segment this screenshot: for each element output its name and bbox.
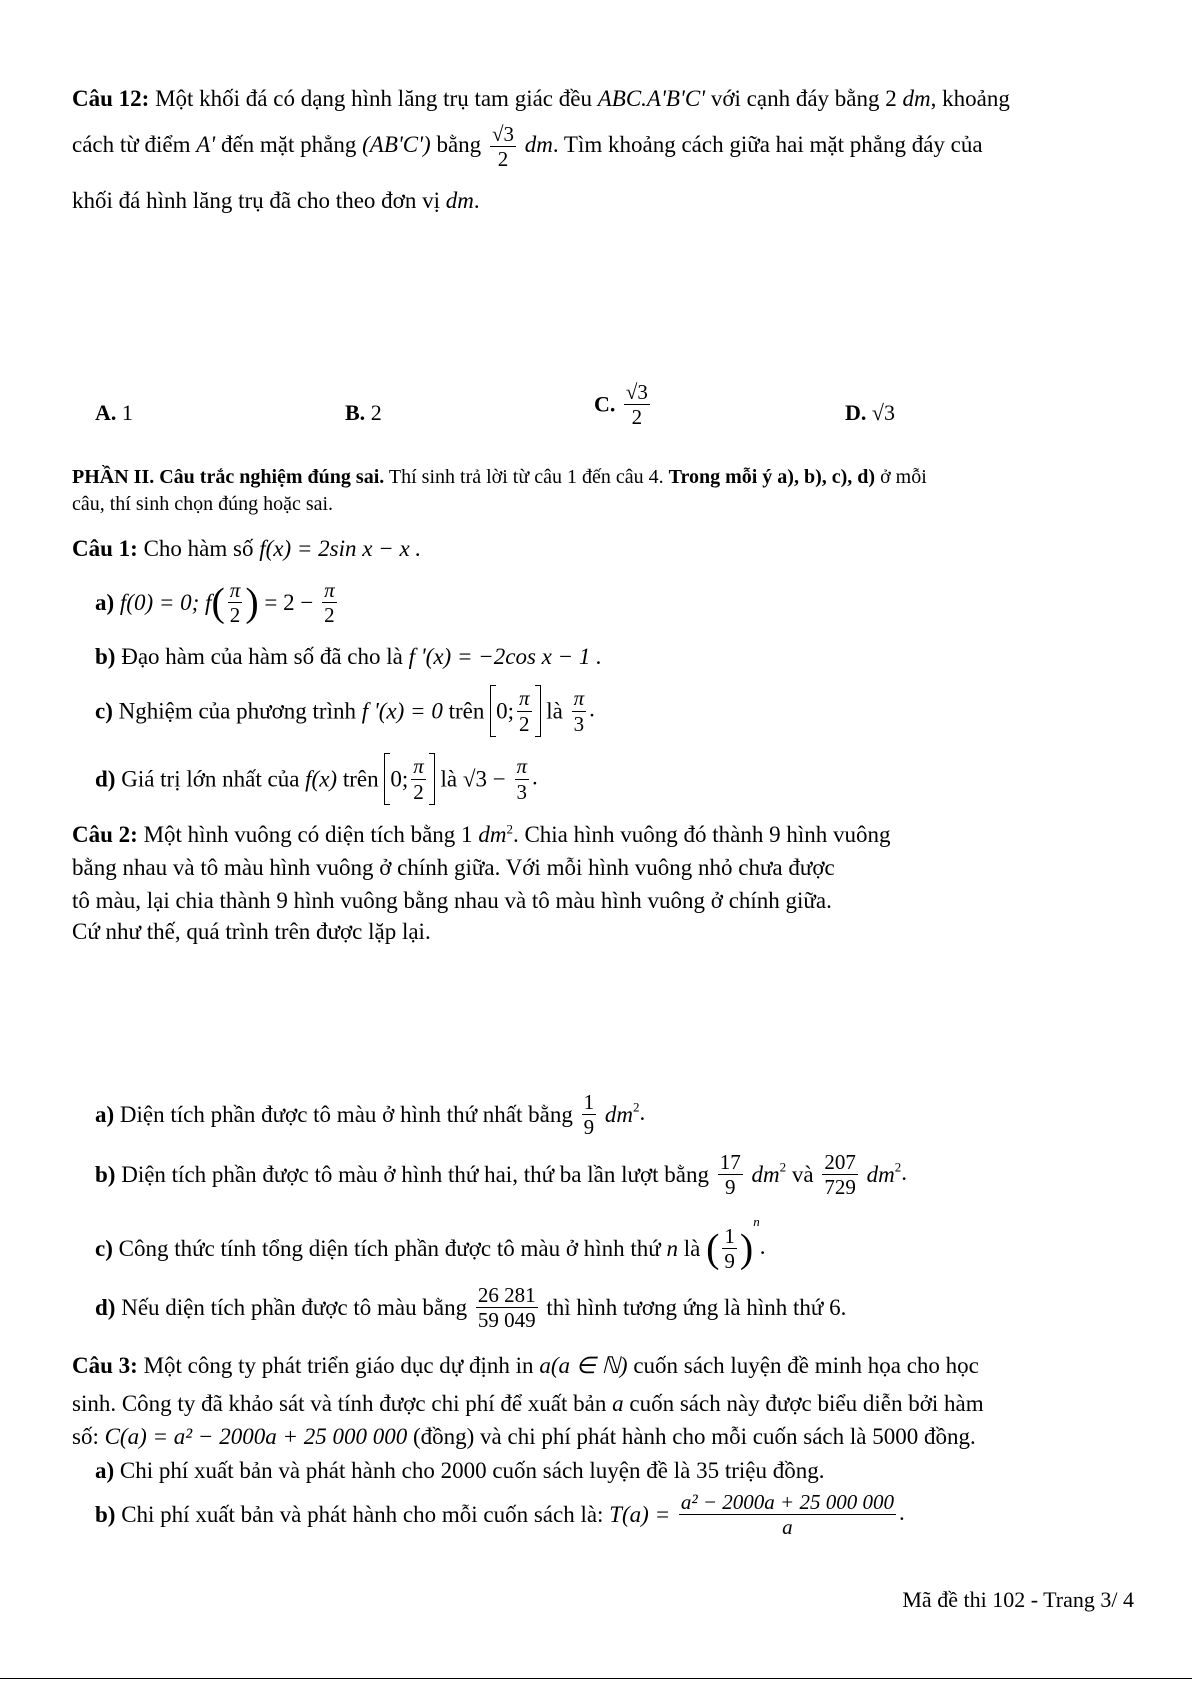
q12-point: A' xyxy=(196,131,216,157)
q1-d: d) Giá trị lớn nhất của f(x) trên 0; $\frac{\pi}{2}$ là √3 − $\frac{\pi}{3}$ . xyxy=(95,754,538,804)
page-footer: Mã đề thi 102 - Trang 3/ 4 xyxy=(902,1587,1134,1612)
q12-text-c: , khoảng xyxy=(930,86,1010,111)
q12-text-b: với cạnh đáy bằng 2 xyxy=(710,86,897,111)
q1-function: f(x) = 2sin x − x . xyxy=(259,536,422,561)
q12-line3-text: khối đá hình lăng trụ đã cho theo đơn vị xyxy=(72,188,440,213)
q12-line2 xyxy=(72,122,1130,171)
q12-plane: (AB'C') xyxy=(362,131,431,157)
q3-label: Câu 3: xyxy=(72,1353,138,1378)
q12-unit: dm xyxy=(902,86,931,111)
q1-c: c) Nghiệm của phương trình f '(x) = 0 trên 0; $\frac{\pi}{2}$ là $\frac{\pi}{3}$ . xyxy=(95,686,595,736)
q2-label: Câu 2: xyxy=(72,822,138,847)
option-a: A. 1 xyxy=(95,400,133,425)
q12-line2-a: cách từ điểm xyxy=(72,131,191,157)
q12-fraction: $\frac{√3}{2}$ xyxy=(491,122,514,172)
q2-d: d) Nếu diện tích phần được tô màu bằng $\frac{26 281}{59 049}$ thì hình tương ứng là hình thứ 6. xyxy=(95,1283,847,1333)
q3-line2: sinh. Công ty đã khảo sát và tính được chi phí để xuất bản a cuốn sách này được biểu diễn bởi hàm xyxy=(72,1391,984,1416)
q2-line1: Câu 2: Một hình vuông có diện tích bằng 1 $dm^2$. Chia hình vuông đó thành 9 hình vuông xyxy=(72,821,891,847)
q12-line2-c: bằng xyxy=(436,131,482,157)
q12-label: Câu 12: xyxy=(72,86,150,111)
part2-title: PHẦN II. Câu trắc nghiệm đúng sai. xyxy=(72,466,385,488)
option-b: B. 2 xyxy=(345,400,382,425)
q12-text: Một khối đá có dạng hình lăng trụ tam giác đều xyxy=(155,86,592,111)
q2-line2: bằng nhau và tô màu hình vuông ở chính giữa. Với mỗi hình vuông nhỏ chưa được xyxy=(72,855,835,880)
q12-line1 xyxy=(72,86,1130,111)
option-c: C. $\frac{√3}{2}$ xyxy=(594,380,648,430)
q12-line3: khối đá hình lăng trụ đã cho theo đơn vị dm. xyxy=(72,188,480,213)
q12-line2-d: . Tìm khoảng cách giữa hai mặt phẳng đáy của xyxy=(552,131,983,157)
q2-b: b) Diện tích phần được tô màu ở hình thứ hai, thứ ba lần lượt bằng $\frac{17}{9}$ $dm^2$ và $\frac{207}{729}$ $dm^2$. xyxy=(95,1150,907,1200)
q1-a: a) f(0) = 0; f( $\frac{\pi}{2}$ ) = 2 − $\frac{\pi}{2}$ xyxy=(95,578,335,628)
q12-unit3: dm xyxy=(445,188,474,213)
q2-a: a) Diện tích phần được tô màu ở hình thứ nhất bằng $\frac{1}{9}$ $dm^2$. xyxy=(95,1090,646,1140)
q3-b: b) Chi phí xuất bản và phát hành cho mỗi cuốn sách là: T(a) = $\frac{\text{a² − 2000a + 25 000 000}}{a}$ . xyxy=(95,1490,905,1540)
option-d: D. √3 xyxy=(845,400,895,425)
q1-b: b) Đạo hàm của hàm số đã cho là f '(x) = −2cos x − 1 . xyxy=(95,644,602,669)
q12-line2-b: đến mặt phẳng xyxy=(220,131,357,157)
q2-c: c) Công thức tính tổng diện tích phần được tô màu ở hình thứ n là ( $\frac{1}{9}$ )$^n$. xyxy=(95,1214,766,1274)
q2-line3: tô màu, lại chia thành 9 hình vuông bằng nhau và tô màu hình vuông ở chính giữa. xyxy=(72,888,832,913)
q3-line3: số: C(a) = a² − 2000a + 25 000 000 (đồng) và chi phí phát hành cho mỗi cuốn sách là 5000 đồng. xyxy=(72,1424,976,1449)
bottom-rule xyxy=(0,1678,1192,1679)
q3-line1: Câu 3: Một công ty phát triển giáo dục dự định in a(a ∈ ℕ) cuốn sách luyện đề minh họa cho học xyxy=(72,1353,979,1378)
q12-prism: ABC.A'B'C' xyxy=(597,86,706,111)
q2-line4: Cứ như thế, quá trình trên được lặp lại. xyxy=(72,919,431,944)
q1-label: Câu 1: xyxy=(72,536,138,561)
part2-line2: câu, thí sinh chọn đúng hoặc sai. xyxy=(72,493,334,515)
part2-header: PHẦN II. Câu trắc nghiệm đúng sai. Thí sinh trả lời từ câu 1 đến câu 4. Trong mỗi ý a), b), c), d) ở mỗi xyxy=(72,466,927,488)
q3-a: a) Chi phí xuất bản và phát hành cho 2000 cuốn sách luyện đề là 35 triệu đồng. xyxy=(95,1458,825,1483)
q12-unit2: dm xyxy=(524,131,553,157)
q1-stem: Câu 1: Cho hàm số f(x) = 2sin x − x . xyxy=(72,536,422,561)
